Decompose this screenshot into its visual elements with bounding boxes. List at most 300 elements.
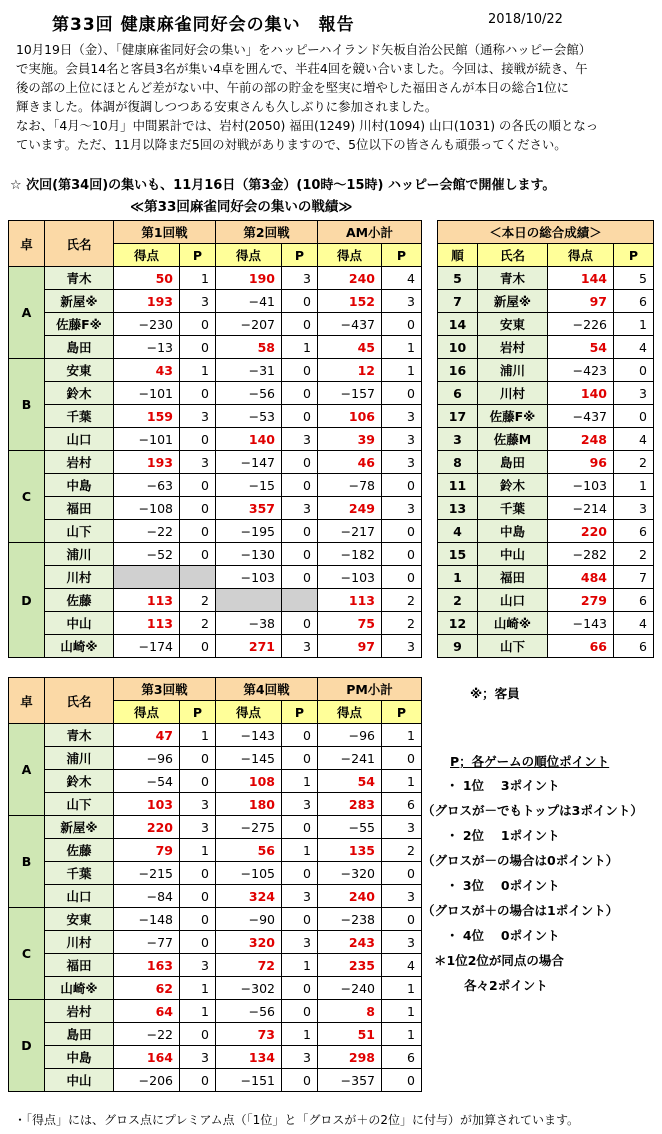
- point-cell: 1: [180, 724, 216, 747]
- table-row: [9, 428, 422, 451]
- table-row: [438, 451, 654, 474]
- score-cell: −54: [114, 770, 180, 793]
- point-cell: 3: [180, 290, 216, 313]
- point-cell: 4: [614, 428, 654, 451]
- score-cell: −174: [114, 635, 180, 658]
- score-cell: 8: [318, 1000, 382, 1023]
- score-cell: 144: [548, 267, 614, 290]
- table-id-cell: A: [9, 724, 45, 816]
- point-cell: 0: [180, 931, 216, 954]
- score-cell: 96: [548, 451, 614, 474]
- rank-cell: 17: [438, 405, 478, 428]
- score-cell: 46: [318, 451, 382, 474]
- player-name: 千葉: [45, 862, 114, 885]
- point-cell: 0: [180, 474, 216, 497]
- player-name: 福田: [478, 566, 548, 589]
- guest-note: ※；客員: [470, 686, 520, 701]
- point-cell: 3: [382, 290, 422, 313]
- point-cell: 0: [282, 382, 318, 405]
- table-row: [9, 359, 422, 382]
- rank-cell: 11: [438, 474, 478, 497]
- score-cell: −145: [216, 747, 282, 770]
- point-cell: 0: [282, 313, 318, 336]
- point-cell: 1: [382, 977, 422, 1000]
- header-game2: 第2回戦: [216, 221, 318, 244]
- point-cell: 1: [282, 1023, 318, 1046]
- table-row: [438, 520, 654, 543]
- points-note-line: 各々2ポイント: [464, 978, 548, 993]
- point-cell: 2: [382, 612, 422, 635]
- player-name: 浦川: [45, 747, 114, 770]
- player-name: 新屋※: [478, 290, 548, 313]
- point-cell: 4: [614, 336, 654, 359]
- point-cell: 1: [382, 1000, 422, 1023]
- table-id-cell: C: [9, 908, 45, 1000]
- point-cell: 0: [180, 1023, 216, 1046]
- next-meeting-notice: ☆ 次回(第34回)の集いも、11月16日（第3金）(10時～15時) ハッピー会館で開催します。: [10, 178, 556, 193]
- player-name: 岩村: [45, 451, 114, 474]
- score-cell: −52: [114, 543, 180, 566]
- score-cell: 54: [318, 770, 382, 793]
- score-cell: −96: [114, 747, 180, 770]
- point-cell: 0: [382, 474, 422, 497]
- table-id-cell: B: [9, 816, 45, 908]
- point-cell: 3: [180, 816, 216, 839]
- point-cell: 2: [180, 589, 216, 612]
- header-p: P: [382, 701, 422, 724]
- point-cell: 6: [614, 635, 654, 658]
- score-cell: 39: [318, 428, 382, 451]
- rank-cell: 4: [438, 520, 478, 543]
- player-name: 山口: [478, 589, 548, 612]
- score-cell: 140: [548, 382, 614, 405]
- intro-line: 後の部の上位にほとんど差がない中、午前の部の貯金を堅実に増やした福田さんが本日の総合1位に: [16, 80, 570, 95]
- score-cell: 193: [114, 451, 180, 474]
- score-cell: 73: [216, 1023, 282, 1046]
- point-cell: 1: [180, 267, 216, 290]
- player-name: 中島: [45, 474, 114, 497]
- table-row: [9, 1069, 422, 1092]
- intro-line: 輝きました。体調が復調しつつある安東さんも久しぶりに参加されました。: [16, 99, 438, 114]
- score-cell: −31: [216, 359, 282, 382]
- table-row: [9, 382, 422, 405]
- point-cell: 3: [282, 635, 318, 658]
- player-name: 山下: [45, 520, 114, 543]
- point-cell: 3: [180, 1046, 216, 1069]
- score-cell: 134: [216, 1046, 282, 1069]
- table-row: [9, 862, 422, 885]
- point-cell: 1: [180, 1000, 216, 1023]
- intro-line: 10月19日（金）、「健康麻雀同好会の集い」をハッピーハイランド矢板自治公民館（通称ハッピー会館）: [16, 42, 592, 57]
- table-id-cell: D: [9, 543, 45, 658]
- player-name: 岩村: [478, 336, 548, 359]
- point-cell: 4: [382, 267, 422, 290]
- rank-cell: 16: [438, 359, 478, 382]
- score-cell: −207: [216, 313, 282, 336]
- score-cell: 103: [114, 793, 180, 816]
- score-cell: −15: [216, 474, 282, 497]
- score-cell: −206: [114, 1069, 180, 1092]
- rank-cell: 7: [438, 290, 478, 313]
- point-cell: 1: [282, 954, 318, 977]
- player-name: 新屋※: [45, 816, 114, 839]
- score-cell: −240: [318, 977, 382, 1000]
- rank-cell: 8: [438, 451, 478, 474]
- table-row: [9, 566, 422, 589]
- point-cell: 0: [382, 520, 422, 543]
- point-cell: 0: [282, 747, 318, 770]
- score-cell: 43: [114, 359, 180, 382]
- point-cell: [180, 566, 216, 589]
- score-cell: 220: [114, 816, 180, 839]
- score-cell: 271: [216, 635, 282, 658]
- points-note-title: P；各ゲームの順位ポイント: [450, 754, 610, 769]
- table-row: [9, 1000, 422, 1023]
- table-row: [438, 635, 654, 658]
- score-cell: −96: [318, 724, 382, 747]
- point-cell: 3: [282, 497, 318, 520]
- intro-line: ています。ただ、11月以降まだ5回の対戦がありますので、5位以下の皆さんも頑張ってください。: [16, 137, 567, 152]
- point-cell: 3: [382, 816, 422, 839]
- player-name: 青木: [478, 267, 548, 290]
- player-name: 山崎※: [478, 612, 548, 635]
- table-row: [9, 747, 422, 770]
- points-note-line: ・ 1位 3ポイント: [446, 778, 560, 793]
- rank-cell: 10: [438, 336, 478, 359]
- point-cell: 0: [180, 428, 216, 451]
- point-cell: 2: [382, 589, 422, 612]
- player-name: 福田: [45, 954, 114, 977]
- point-cell: 1: [614, 313, 654, 336]
- score-cell: −423: [548, 359, 614, 382]
- score-cell: 97: [548, 290, 614, 313]
- header-name: 氏名: [45, 678, 114, 724]
- player-name: 安東: [45, 908, 114, 931]
- point-cell: 0: [282, 862, 318, 885]
- table-row: [438, 566, 654, 589]
- score-cell: 249: [318, 497, 382, 520]
- point-cell: 1: [180, 839, 216, 862]
- point-cell: 0: [282, 908, 318, 931]
- table-id-cell: A: [9, 267, 45, 359]
- score-cell: 152: [318, 290, 382, 313]
- table-row: [438, 589, 654, 612]
- point-cell: 1: [382, 359, 422, 382]
- point-cell: 0: [180, 520, 216, 543]
- header-score: 得点: [114, 244, 180, 267]
- point-cell: 3: [282, 931, 318, 954]
- score-cell: −55: [318, 816, 382, 839]
- point-cell: 0: [282, 359, 318, 382]
- point-cell: 0: [282, 1069, 318, 1092]
- point-cell: 7: [614, 566, 654, 589]
- point-cell: 0: [180, 336, 216, 359]
- point-cell: 0: [614, 359, 654, 382]
- point-cell: 6: [614, 589, 654, 612]
- point-cell: 0: [282, 520, 318, 543]
- player-name: 島田: [478, 451, 548, 474]
- table-row: [9, 793, 422, 816]
- point-cell: 0: [282, 1000, 318, 1023]
- page-title: 第33回 健康麻雀同好会の集い 報告: [52, 15, 355, 35]
- point-cell: 0: [180, 1069, 216, 1092]
- header-p: P: [180, 244, 216, 267]
- table-row: [438, 313, 654, 336]
- point-cell: 3: [382, 405, 422, 428]
- score-cell: 248: [548, 428, 614, 451]
- intro-paragraph: [16, 40, 652, 154]
- intro-line: なお、「4月～10月」中間累計では、岩村(2050) 福田(1249) 川村(1094) 山口(1031) の各氏の順となっ: [16, 118, 599, 133]
- score-cell: 64: [114, 1000, 180, 1023]
- point-cell: 0: [282, 816, 318, 839]
- header-pm-subtotal: PM小計: [318, 678, 422, 701]
- player-name: 岩村: [45, 1000, 114, 1023]
- score-cell: −77: [114, 931, 180, 954]
- rank-cell: 12: [438, 612, 478, 635]
- score-cell: 113: [114, 589, 180, 612]
- table-row: [9, 520, 422, 543]
- score-cell: −101: [114, 382, 180, 405]
- score-cell: [216, 589, 282, 612]
- table-id-cell: D: [9, 1000, 45, 1092]
- score-cell: −238: [318, 908, 382, 931]
- score-cell: 113: [114, 612, 180, 635]
- score-cell: −157: [318, 382, 382, 405]
- score-cell: 180: [216, 793, 282, 816]
- score-cell: 240: [318, 885, 382, 908]
- rank-cell: 13: [438, 497, 478, 520]
- table-row: [9, 816, 422, 839]
- rank-cell: 15: [438, 543, 478, 566]
- table-row: [9, 635, 422, 658]
- score-cell: −195: [216, 520, 282, 543]
- point-cell: 6: [614, 520, 654, 543]
- score-cell: −437: [318, 313, 382, 336]
- points-note: [420, 752, 655, 1001]
- player-name: 千葉: [478, 497, 548, 520]
- score-cell: −215: [114, 862, 180, 885]
- score-cell: 298: [318, 1046, 382, 1069]
- score-cell: −437: [548, 405, 614, 428]
- point-cell: 1: [180, 977, 216, 1000]
- point-cell: 3: [382, 428, 422, 451]
- score-cell: 279: [548, 589, 614, 612]
- point-cell: 0: [282, 405, 318, 428]
- point-cell: 3: [282, 267, 318, 290]
- player-name: 鈴木: [45, 770, 114, 793]
- point-cell: 0: [180, 635, 216, 658]
- score-cell: 324: [216, 885, 282, 908]
- point-cell: 2: [382, 839, 422, 862]
- score-cell: −226: [548, 313, 614, 336]
- score-cell: 140: [216, 428, 282, 451]
- point-cell: 0: [180, 747, 216, 770]
- header-rank: 順: [438, 244, 478, 267]
- points-note-line: （グロスが＋の場合は1ポイント）: [422, 903, 619, 918]
- point-cell: 0: [282, 977, 318, 1000]
- point-cell: 0: [382, 862, 422, 885]
- table-row: [438, 474, 654, 497]
- rank-cell: 6: [438, 382, 478, 405]
- point-cell: 3: [282, 793, 318, 816]
- points-note-line: ・ 3位 0ポイント: [446, 878, 560, 893]
- table-row: [9, 267, 422, 290]
- point-cell: 0: [180, 862, 216, 885]
- score-cell: 235: [318, 954, 382, 977]
- score-cell: 484: [548, 566, 614, 589]
- table-row: [9, 313, 422, 336]
- score-cell: −103: [318, 566, 382, 589]
- score-cell: −302: [216, 977, 282, 1000]
- table-row: [9, 724, 422, 747]
- score-cell: −357: [318, 1069, 382, 1092]
- player-name: 佐藤M: [478, 428, 548, 451]
- score-cell: 243: [318, 931, 382, 954]
- points-note-line: （グロスが－でもトップは3ポイント）: [422, 803, 643, 818]
- rank-cell: 9: [438, 635, 478, 658]
- score-cell: 220: [548, 520, 614, 543]
- player-name: 佐藤F※: [478, 405, 548, 428]
- pm-results-table: [8, 677, 422, 1092]
- point-cell: 0: [382, 566, 422, 589]
- score-cell: −130: [216, 543, 282, 566]
- header-score: 得点: [318, 244, 382, 267]
- point-cell: 3: [382, 931, 422, 954]
- table-row: [9, 1023, 422, 1046]
- player-name: 浦川: [45, 543, 114, 566]
- header-table: 卓: [9, 221, 45, 267]
- rank-cell: 2: [438, 589, 478, 612]
- point-cell: 3: [382, 497, 422, 520]
- header-name: 氏名: [478, 244, 548, 267]
- header-p: P: [282, 701, 318, 724]
- table-row: [438, 405, 654, 428]
- score-cell: −38: [216, 612, 282, 635]
- score-cell: −22: [114, 1023, 180, 1046]
- player-name: 中山: [45, 1069, 114, 1092]
- score-cell: −214: [548, 497, 614, 520]
- player-name: 川村: [45, 931, 114, 954]
- score-cell: −101: [114, 428, 180, 451]
- score-cell: −148: [114, 908, 180, 931]
- player-name: 中島: [45, 1046, 114, 1069]
- point-cell: 0: [614, 405, 654, 428]
- player-name: 浦川: [478, 359, 548, 382]
- score-cell: 54: [548, 336, 614, 359]
- point-cell: 1: [282, 839, 318, 862]
- score-cell: 58: [216, 336, 282, 359]
- point-cell: 3: [382, 885, 422, 908]
- table-row: [9, 839, 422, 862]
- player-name: 福田: [45, 497, 114, 520]
- table-row: [9, 770, 422, 793]
- score-cell: −182: [318, 543, 382, 566]
- point-cell: 3: [614, 382, 654, 405]
- point-cell: 6: [614, 290, 654, 313]
- score-cell: 108: [216, 770, 282, 793]
- table-row: [438, 543, 654, 566]
- score-cell: 164: [114, 1046, 180, 1069]
- score-cell: 79: [114, 839, 180, 862]
- player-name: 千葉: [45, 405, 114, 428]
- table-row: [9, 589, 422, 612]
- score-cell: 240: [318, 267, 382, 290]
- score-cell: −143: [548, 612, 614, 635]
- results-subtitle: ≪第33回麻雀同好会の集いの戦績≫: [130, 199, 353, 215]
- points-note-line: ＊1位2位が同点の場合: [434, 953, 564, 968]
- player-name: 青木: [45, 267, 114, 290]
- table-id-cell: C: [9, 451, 45, 543]
- point-cell: 3: [282, 428, 318, 451]
- am-results-table: [8, 220, 422, 658]
- point-cell: 3: [180, 451, 216, 474]
- score-cell: 72: [216, 954, 282, 977]
- point-cell: 0: [382, 543, 422, 566]
- points-note-line: ・ 2位 1ポイント: [446, 828, 560, 843]
- score-cell: −143: [216, 724, 282, 747]
- table-row: [438, 336, 654, 359]
- score-cell: −147: [216, 451, 282, 474]
- point-cell: 1: [382, 770, 422, 793]
- point-cell: 0: [180, 770, 216, 793]
- point-cell: 0: [382, 747, 422, 770]
- score-cell: −105: [216, 862, 282, 885]
- header-p: P: [180, 701, 216, 724]
- score-cell: 135: [318, 839, 382, 862]
- table-row: [438, 428, 654, 451]
- player-name: 中山: [45, 612, 114, 635]
- score-cell: −41: [216, 290, 282, 313]
- rank-cell: 5: [438, 267, 478, 290]
- table-row: [9, 336, 422, 359]
- header-game3: 第3回戦: [114, 678, 216, 701]
- player-name: 中島: [478, 520, 548, 543]
- player-name: 山口: [45, 428, 114, 451]
- score-cell: −63: [114, 474, 180, 497]
- score-cell: −275: [216, 816, 282, 839]
- player-name: 中山: [478, 543, 548, 566]
- table-row: [9, 543, 422, 566]
- score-cell: 283: [318, 793, 382, 816]
- header-table: 卓: [9, 678, 45, 724]
- header-p: P: [382, 244, 422, 267]
- score-cell: −217: [318, 520, 382, 543]
- score-cell: 193: [114, 290, 180, 313]
- point-cell: 0: [180, 908, 216, 931]
- score-cell: −56: [216, 1000, 282, 1023]
- table-row: [9, 612, 422, 635]
- point-cell: 1: [282, 770, 318, 793]
- score-cell: −78: [318, 474, 382, 497]
- point-cell: 1: [180, 359, 216, 382]
- player-name: 川村: [45, 566, 114, 589]
- player-name: 島田: [45, 336, 114, 359]
- score-cell: 159: [114, 405, 180, 428]
- footer-note: ・「得点」には、グロス点にプレミアム点（「1位」と「グロスが＋の2位」に付与）が加算されています。: [14, 1113, 579, 1127]
- header-p: P: [282, 244, 318, 267]
- table-row: [9, 497, 422, 520]
- header-score: 得点: [548, 244, 614, 267]
- player-name: 山崎※: [45, 635, 114, 658]
- table-row: [438, 497, 654, 520]
- header-game4: 第4回戦: [216, 678, 318, 701]
- score-cell: 50: [114, 267, 180, 290]
- score-cell: −103: [548, 474, 614, 497]
- header-name: 氏名: [45, 221, 114, 267]
- point-cell: 3: [282, 1046, 318, 1069]
- player-name: 山下: [45, 793, 114, 816]
- point-cell: 1: [382, 336, 422, 359]
